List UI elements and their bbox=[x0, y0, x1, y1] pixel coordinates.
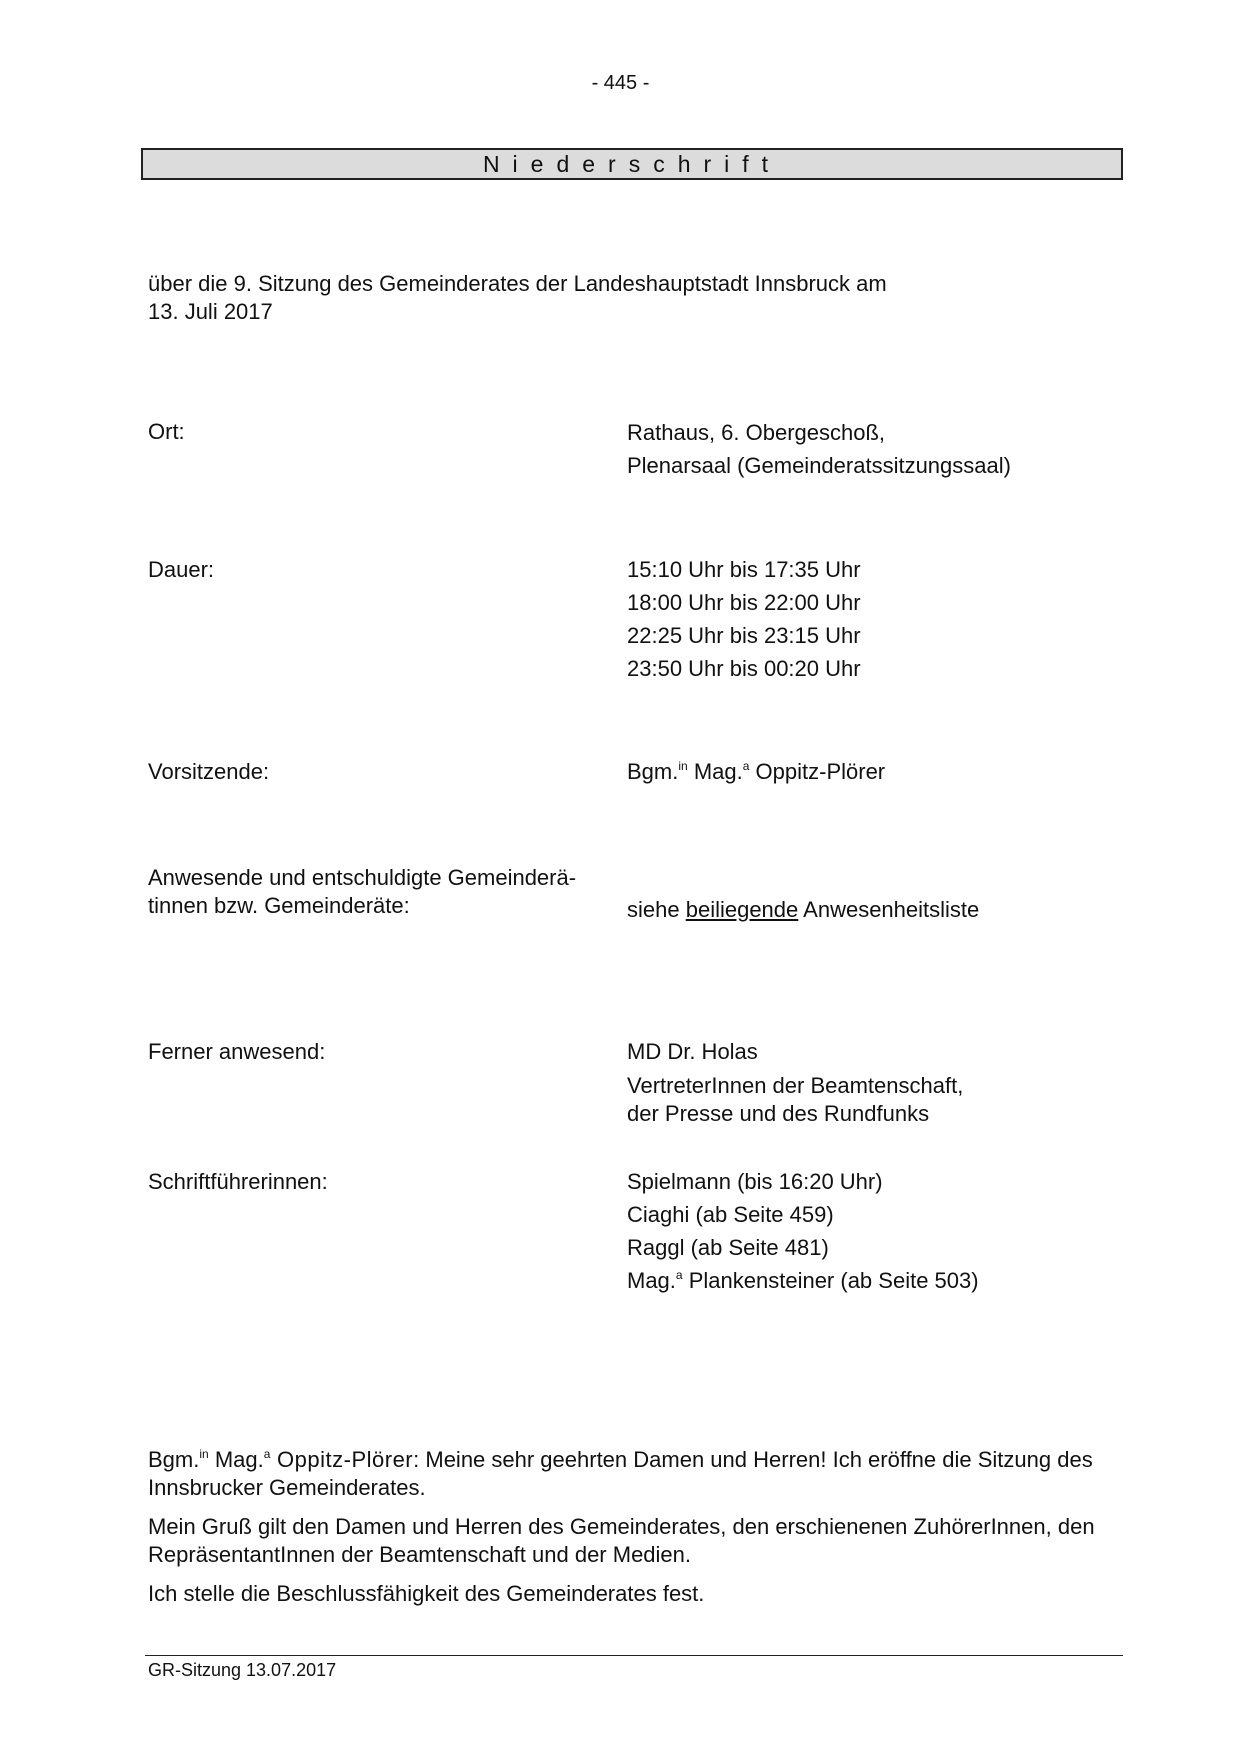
schrift-line-3: Raggl (ab Seite 481) bbox=[627, 1235, 829, 1260]
anwesende-value bbox=[627, 896, 979, 924]
vorsitzende-value bbox=[627, 758, 885, 786]
schrift-line-2: Ciaghi (ab Seite 459) bbox=[627, 1202, 834, 1227]
dauer-label: Dauer: bbox=[148, 557, 215, 582]
schrift-value bbox=[627, 1165, 979, 1297]
speech-paragraph-1 bbox=[148, 1446, 1108, 1502]
speech-sup-a: a bbox=[263, 1447, 271, 1461]
speech-speaker: Oppitz-Plörer bbox=[270, 1447, 414, 1472]
vorsitzende-label: Vorsitzende: bbox=[148, 759, 270, 784]
speech-paragraph-2: Mein Gruß gilt den Damen und Herren des Gemeinderates, den erschienenen ZuhörerInnen, den RepräsentantInnen der Beamtenschaft und der Medien. bbox=[148, 1514, 1095, 1567]
speech-text: : Meine sehr geehrten Damen und Herren! Ich eröffne die Sitzung des Innsbrucker Gemeinderates. bbox=[148, 1447, 1093, 1500]
vorsitzende-sup-in: in bbox=[678, 759, 688, 773]
schrift-mag: Mag. bbox=[627, 1268, 676, 1293]
page-number: - 445 - bbox=[591, 72, 650, 94]
schrift-sup-a: a bbox=[675, 1268, 683, 1282]
dauer-line-4: 23:50 Uhr bis 00:20 Uhr bbox=[627, 656, 861, 681]
vorsitzende-name: Oppitz-Plörer bbox=[749, 759, 886, 784]
speech-sup-in: in bbox=[199, 1447, 209, 1461]
anwesende-label-line-1: Anwesende und entschuldigte Gemeinderä- bbox=[148, 865, 577, 890]
ferner-line-2: VertreterInnen der Beamtenschaft, bbox=[627, 1073, 964, 1098]
document-title bbox=[141, 148, 1123, 180]
speech-bgm: Bgm. bbox=[148, 1447, 200, 1472]
dauer-line-1: 15:10 Uhr bis 17:35 Uhr bbox=[627, 557, 861, 582]
ferner-value bbox=[627, 1038, 963, 1128]
speech-mag: Mag. bbox=[208, 1447, 264, 1472]
intro-line-2: 13. Juli 2017 bbox=[148, 299, 273, 324]
ferner-line-3: der Presse und des Rundfunks bbox=[627, 1101, 930, 1126]
intro-text bbox=[148, 270, 1048, 326]
anwesende-pre: siehe bbox=[627, 897, 686, 922]
ort-value bbox=[627, 416, 1011, 482]
anwesende-post: Anwesenheitsliste bbox=[798, 897, 980, 922]
schrift-line-1: Spielmann (bis 16:20 Uhr) bbox=[627, 1169, 883, 1194]
ort-line-2: Plenarsaal (Gemeinderatssitzungssaal) bbox=[627, 453, 1011, 478]
anwesende-label bbox=[148, 864, 576, 920]
vorsitzende-sup-a: a bbox=[742, 759, 750, 773]
anwesende-label-line-2: tinnen bzw. Gemeinderäte: bbox=[148, 893, 410, 918]
ort-label: Ort: bbox=[148, 419, 185, 444]
dauer-value bbox=[627, 553, 861, 685]
schrift-rest: Plankensteiner (ab Seite 503) bbox=[682, 1268, 979, 1293]
speech-paragraph-3: Ich stelle die Beschlussfähigkeit des Gemeinderates fest. bbox=[148, 1581, 705, 1606]
intro-line-1: über die 9. Sitzung des Gemeinderates der Landeshauptstadt Innsbruck am bbox=[148, 271, 887, 296]
ferner-label: Ferner anwesend: bbox=[148, 1039, 326, 1064]
footer-divider bbox=[145, 1655, 1123, 1656]
footer-text: GR-Sitzung 13.07.2017 bbox=[148, 1660, 337, 1680]
dauer-line-3: 22:25 Uhr bis 23:15 Uhr bbox=[627, 623, 861, 648]
ferner-line-1: MD Dr. Holas bbox=[627, 1039, 758, 1064]
anwesende-underlined: beiliegende bbox=[685, 897, 799, 922]
ort-line-1: Rathaus, 6. Obergeschoß, bbox=[627, 420, 886, 445]
vorsitzende-bgm: Bgm. bbox=[627, 759, 679, 784]
vorsitzende-mag: Mag. bbox=[687, 759, 743, 784]
schrift-line-4 bbox=[627, 1264, 979, 1297]
dauer-line-2: 18:00 Uhr bis 22:00 Uhr bbox=[627, 590, 861, 615]
schrift-label: Schriftführerinnen: bbox=[148, 1169, 328, 1194]
document-title-text: Niederschrift bbox=[482, 150, 782, 177]
